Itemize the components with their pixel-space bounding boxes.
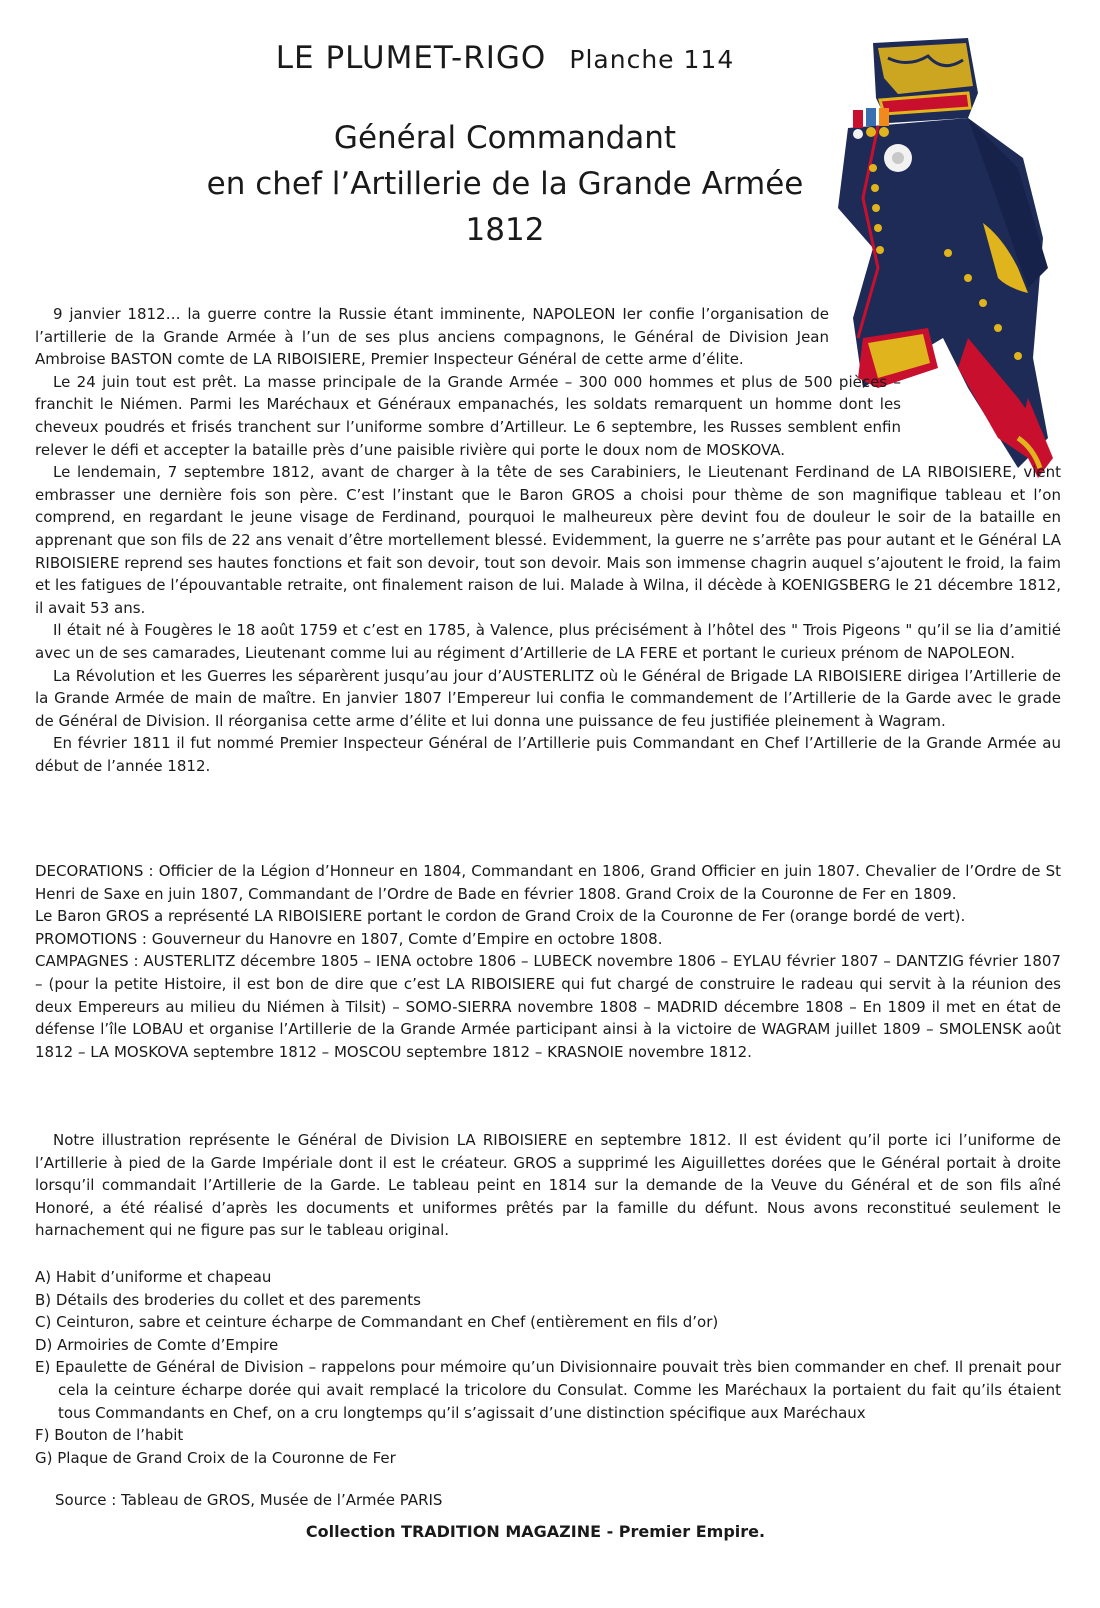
plate-number: Planche 114 — [569, 45, 735, 74]
paragraph: Le 24 juin tout est prêt. La masse principale de la Grande Armée – 300 000 hommes et plus de 500 pièces – franchit le Niémen. Parmi les Maréchaux et Généraux empanachés, les soldats remarquent un homme dont les cheveux poudrés et frisés tranchent sur l’uniforme sombre d’Artilleur. Le 6 septembre, les Russes semblent enfin relever le défi et accepter la bataille près d’une paisible rivière qui porte le doux nom de MOSKOVA. — [35, 372, 901, 459]
paragraph: La Révolution et les Guerres les séparèrent jusqu’au jour d’AUSTERLITZ où le Général de Brigade LA RIBOISIERE dirigea l’Artillerie de la Grande Armée de main de maître. En janvier 1807 l’Empereur lui confia le commandement de l’Artillerie de la Garde avec le grade de Général de Division. Il réorganisa cette arme d’élite et lui donna une puissance de feu justifiée pleinement à Wagram. — [35, 666, 1061, 730]
legend-item: B) Détails des broderies du collet et des parements — [35, 1290, 421, 1309]
illustration-note — [35, 1129, 1061, 1242]
decorations-label: DECORATIONS : — [35, 862, 154, 880]
decorations-note: Le Baron GROS a représenté LA RIBOISIERE portant le cordon de Grand Croix de la Couronne de Fer (orange bordé de vert). — [35, 907, 966, 926]
legend-item: A) Habit d’uniforme et chapeau — [35, 1268, 272, 1286]
legend-item: F) Bouton de l’habit — [35, 1426, 184, 1445]
campaigns-text: AUSTERLITZ décembre 1805 – IENA octobre 1806 – LUBECK novembre 1806 – EYLAU février 1807 – DANTZIG février 1807 – (pour la petite Histoire, il est bon de dire que c’est LA RIBOISIERE qui fut chargé de construire le radeau qui servit à la réunion des deux Empereurs au milieu du Niémen à Tilsit) – SOMO-SIERRA novembre 1808 – MADRID décembre 1808 – En 1809 il met en état de défense l’île LOBAU et organise l’Artillerie de la Grande Armée participant ainsi à la victoire de WAGRAM juillet 1809 – SMOLENSK août 1812 – LA MOSKOVA septembre 1812 – MOSCOU septembre 1812 – KRASNOIE novembre 1812. — [35, 952, 1061, 1061]
campaigns-paragraph — [35, 950, 1061, 1063]
legend-item: G) Plaque de Grand Croix de la Couronne de Fer — [35, 1448, 396, 1467]
legend-item: D) Armoiries de Comte d’Empire — [35, 1335, 279, 1354]
source-line: Source : Tableau de GROS, Musée de l’Armée PARIS — [55, 1491, 443, 1509]
title-line-1: Général Commandant — [333, 120, 677, 156]
intro-text — [35, 303, 1061, 777]
promotions-paragraph — [35, 928, 1061, 951]
paragraph: Notre illustration représente le Général de Division LA RIBOISIERE en septembre 1812. Il est évident qu’il porte ici l’uniforme de l’Artillerie à pied de la Garde Impériale dont il est le créateur. GROS a supprimé les Aiguillettes dorées que le Général portait à droite lorsqu’il commandait l’Artillerie de la Garde. Le tableau peint en 1814 sur la demande de la Veuve du Général et de son fils aîné Honoré, a été réalisé d’après les documents et uniformes prêtés par la famille du défunt. Nous avons reconstitué seulement le harnachement qui ne figure pas sur le tableau original. — [35, 1131, 1061, 1240]
paragraph: En février 1811 il fut nommé Premier Inspecteur Général de l’Artillerie puis Commandant en Chef l’Artillerie de la Grande Armée au début de l’année 1812. — [35, 734, 1061, 775]
promotions-text: Gouverneur du Hanovre en 1807, Comte d’Empire en octobre 1808. — [151, 929, 663, 948]
legend-item: C) Ceinturon, sabre et ceinture écharpe de Commandant en Chef (entièrement en fils d’or) — [35, 1313, 719, 1332]
decorations-text: Officier de la Légion d’Honneur en 1804, Commandant en 1806, Grand Officier en juin 1807. Chevalier de l’Ordre de St Henri de Saxe en juin 1807, Commandant de l’Ordre de Bade en février 1808. Grand Croix de la Couronne de Fer en 1809. — [35, 862, 1061, 903]
title-line-2: en chef l’Artillerie de la Grande Armée — [206, 166, 804, 202]
paragraph: 9 janvier 1812… la guerre contre la Russie étant imminente, NAPOLEON Ier confie l’organisation de l’artillerie de la Grande Armée à l’un de ses plus anciens compagnons, le Général de Division Jean Ambroise BASTON comte de LA RIBOISIERE, Premier Inspecteur Général de cette arme d’élite. — [35, 305, 829, 369]
title-year: 1812 — [465, 212, 545, 248]
footer-collection: Collection TRADITION MAGAZINE - Premier Empire. — [305, 1522, 766, 1541]
legend-item: E) Epaulette de Général de Division – rappelons pour mémoire qu’un Divisionnaire pouvait très bien commander en chef. Il prenait pour cela la ceinture écharpe dorée qui avait remplacé la tricolore du Consulat. Comme les Maréchaux la portaient du fait qu’ils étaient tous Commandants en Chef, on a cru longtemps qu’il s’agissait d’une distinction spécifique aux Maréchaux — [35, 1358, 1061, 1422]
promotions-label: PROMOTIONS : — [35, 929, 147, 948]
legend-list — [35, 1266, 1061, 1469]
campaigns-label: CAMPAGNES : — [35, 952, 139, 971]
series-name: LE PLUMET-RIGO — [275, 40, 547, 76]
decorations-section — [35, 860, 1061, 1063]
paragraph: Il était né à Fougères le 18 août 1759 et c’est en 1785, à Valence, plus précisément à l’hôtel des " Trois Pigeons " qu’il se lia d’amitié avec un de ses camarades, Lieutenant comme lui au régiment d’Artillerie de LA FERE et portant le curieux prénom de NAPOLEON. — [35, 621, 1061, 662]
decorations-paragraph — [35, 860, 1061, 905]
paragraph: Le lendemain, 7 septembre 1812, avant de charger à la tête de ses Carabiniers, le Lieutenant Ferdinand de LA RIBOISIERE, vient embrasser une dernière fois son père. C’est l’instant que le Baron GROS a choisi pour thème de son magnifique tableau et l’on comprend, en regardant le jeune visage de Ferdinand, pourquoi le malheureux père devint fou de douleur le soir de la bataille en apprenant que son fils de 22 ans venait d’être mortellement blessé. Evidemment, la guerre ne s’arrête pas pour autant et le Général LA RIBOISIERE reprend ses hautes fonctions et fait son devoir, tout son devoir. Mais son immense chagrin auquel s’ajoutent le froid, la faim et les fatigues de l’épouvantable retraite, ont finalement raison de lui. Malade à Wilna, il décède à KOENIGSBERG le 21 décembre 1812, il avait 53 ans. — [35, 463, 1061, 617]
